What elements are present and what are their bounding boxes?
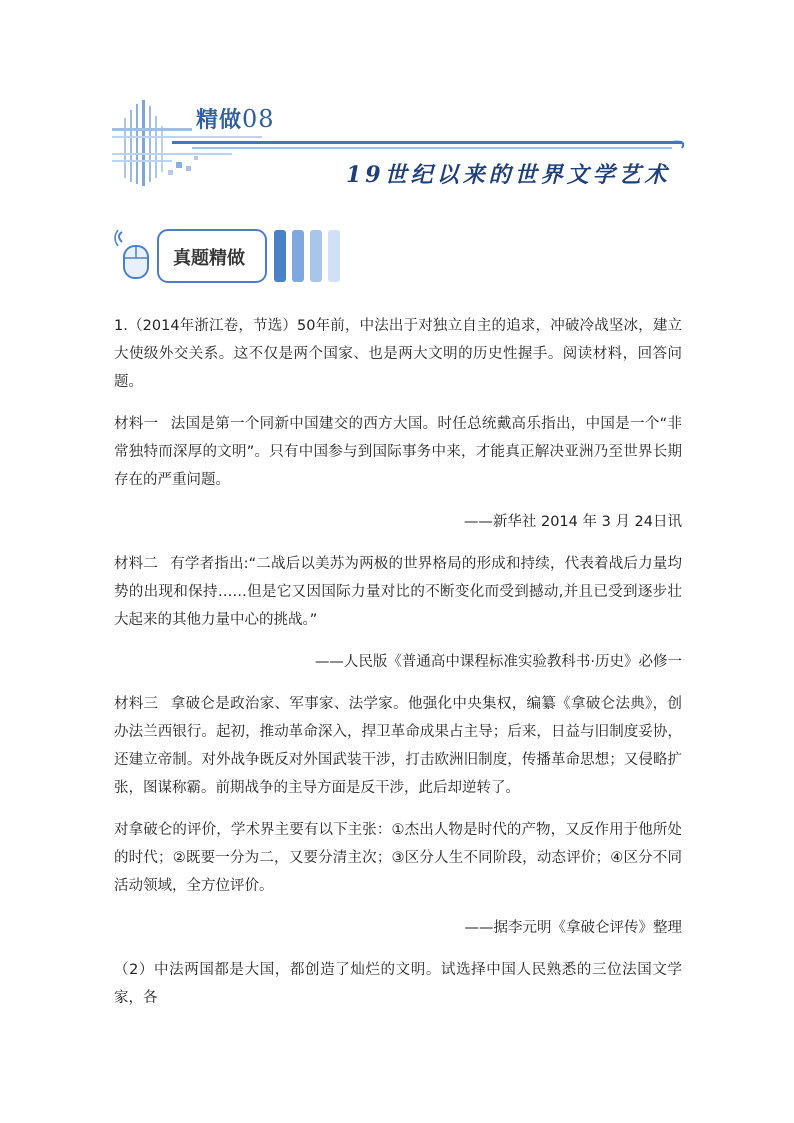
- banner-title-prefix: 精做: [196, 108, 243, 133]
- material-1-text: 法国是第一个同新中国建交的西方大国。时任总统戴高乐指出，中国是一个“非常独特而深厚的文明”。只有中国参与到国际事务中来，才能真正解决亚洲乃至世界长期存在的严重问题。: [114, 416, 683, 488]
- material-3: [114, 690, 682, 802]
- banner-title: [196, 103, 275, 134]
- banner-subtitle: 19世纪以来的世界文学艺术: [346, 162, 671, 188]
- material-2-label: 材料二: [114, 556, 159, 572]
- material-3-text: 拿破仑是政治家、军事家、法学家。他强化中央集权，编纂《拿破仑法典》，创办法兰西银行。起初，推动革命深入，捍卫革命成果占主导；后来，日益与旧制度妥协，还建立帝制。对外战争既反对外国武装干涉，打击欧洲旧制度，传播革命思想；又侵略扩张，图谋称霸。前期战争的主导方面是反干涉，此后却逆转了。: [114, 696, 682, 796]
- section-label: 真题精做: [173, 248, 245, 269]
- material-2-text: 有学者指出:“二战后以美苏为两极的世界格局的形成和持续，代表着战后力量均势的出现和保持……但是它又因国际力量对比的不断变化而受到撼动,并且已受到逐步壮大起来的其他力量中心的挑战。”: [114, 556, 682, 628]
- question-intro: 1.（2014年浙江卷，节选）50年前，中法出于对独立自主的追求，冲破冷战坚冰，建立大使级外交关系。这不仅是两个国家、也是两大文明的历史性握手。阅读材料，回答问题。: [114, 318, 682, 390]
- evaluation-source: ——据李元明《拿破仑评传》整理: [464, 920, 682, 936]
- banner-vertical-bars: [124, 100, 163, 186]
- material-2-source: ——人民版《普通高中课程标准实验教科书·历史》必修一: [314, 654, 682, 670]
- banner-title-number: 08: [242, 105, 275, 133]
- mouse-icon: [115, 230, 148, 278]
- evaluation-text: 对拿破仑的评价，学术界主要有以下主张：①杰出人物是时代的产物，又反作用于他所处的时代；②既要一分为二，又要分清主次；③区分人生不同阶段，动态评价；④区分不同活动领域，全方位评价。: [114, 822, 682, 894]
- material-1-source: ——新华社 2014 年 3 月 24日讯: [463, 514, 682, 530]
- question-content: [114, 312, 682, 1026]
- banner-tail: [672, 142, 683, 148]
- material-1: [114, 410, 682, 494]
- banner-squares: [168, 156, 198, 175]
- material-3-label: 材料三: [114, 696, 159, 712]
- material-2: [114, 550, 682, 634]
- subquestion-2: （2）中法两国都是大国，都创造了灿烂的文明。试选择中国人民熟悉的三位法国文学家，各: [114, 962, 682, 1006]
- material-1-label: 材料一: [114, 416, 159, 432]
- badge-stripes: [274, 230, 340, 282]
